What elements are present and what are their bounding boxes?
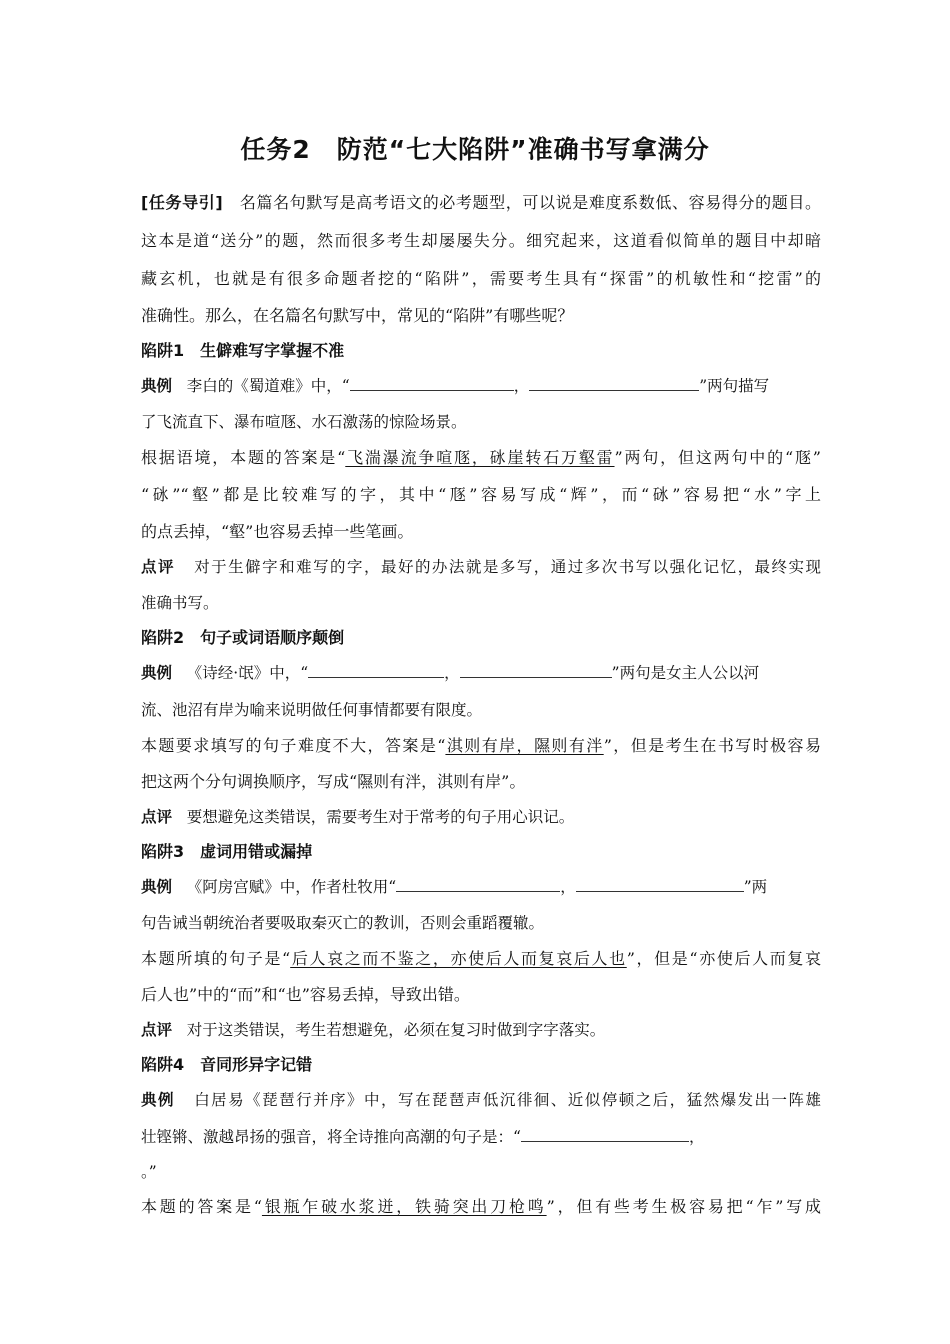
analysis-text: 本题的答案是“ [141,1197,262,1216]
example-text: ”两句是女主人公以河 [611,664,760,682]
trap-heading: 陷阱2 句子或词语顺序颠倒 [141,628,345,647]
comment-line: 准确书写。 [141,594,219,612]
comment-line [141,557,821,577]
example-text: 《诗经·氓》中，“ [186,664,309,682]
intro-line-2: 这本是道“送分”的题，然而很多考生却屡屡失分。细究起来，这道看似简单的题目中却暗 [141,231,821,250]
example-text: ， [560,878,576,896]
comment-label: 点评 [141,808,173,826]
example-line: 流、池沼有岸为喻来说明做任何事情都要有限度。 [141,701,483,719]
intro-line-3: 藏玄机，也就是有很多命题者挖的“陷阱”，需要考生具有“探雷”的机敏性和“挖雷”的 [141,269,821,288]
answer-blank[interactable] [308,663,444,678]
analysis-text: ”，但有些考生极容易把“乍”写成 [546,1197,821,1216]
intro-text: 名篇名句默写是高考语文的必考题型，可以说是难度系数低、容易得分的题目。 [239,193,821,212]
analysis-text: ”两句，但这两句中的“豗” [614,448,821,467]
answer-blank[interactable] [460,663,612,678]
answer-text: 银瓶乍破水浆迸，铁骑突出刀枪鸣 [261,1197,547,1216]
example-label: 典例 [141,1091,175,1109]
analysis-text: 根据语境，本题的答案是“ [141,448,346,467]
analysis-line: “砯”“壑”都是比较难写的字，其中“豗”容易写成“辉”，而“砯”容易把“水”字上 [141,485,821,504]
intro-line-4: 准确性。那么，在名篇名句默写中，常见的“陷阱”有哪些呢？ [141,306,574,325]
analysis-text: ”，但是“亦使后人而复哀 [626,949,821,968]
example-text: 《阿房宫赋》中，作者杜牧用“ [186,878,397,896]
answer-blank[interactable] [396,877,560,892]
comment-line [141,1020,821,1040]
example-text: ， [513,377,530,395]
answer-text: 后人哀之而不鉴之，亦使后人而复哀后人也 [290,949,627,968]
trap-heading: 陷阱3 虚词用错或漏掉 [141,842,313,861]
example-label: 典例 [141,878,173,896]
intro-label: [任务导引] [141,193,223,212]
analysis-text: ”，但是考生在书写时极容易 [603,736,821,755]
comment-text: 对于生僻字和难写的字，最好的办法就是多写，通过多次书写以强化记忆，最终实现 [194,558,821,576]
example-text: ， [688,1128,705,1146]
answer-text: 飞湍瀑流争喧豗，砯崖转石万壑雷 [345,448,615,467]
example-text: ， [444,664,460,682]
example-line [141,1162,821,1182]
example-text: 白居易《琵琶行并序》中，写在琵琶声低沉徘徊、近似停顿之后，猛然爆发出一阵雄 [194,1091,821,1109]
example-line [141,376,821,396]
analysis-line [141,736,821,756]
example-line [141,877,821,897]
example-label: 典例 [141,664,173,682]
comment-label: 点评 [141,1021,173,1039]
answer-blank[interactable] [576,877,744,892]
analysis-line [141,1197,821,1217]
comment-text: 要想避免这类错误，需要考生对于常考的句子用心识记。 [186,808,575,826]
example-text: 李白的《蜀道难》中，“ [186,377,350,395]
example-text: 。” [141,1163,157,1181]
answer-blank[interactable] [529,376,699,391]
comment-text: 对于这类错误，考生若想避免，必须在复习时做到字字落实。 [186,1021,606,1039]
example-line [141,663,821,683]
analysis-line: 后人也”中的“而”和“也”容易丢掉，导致出错。 [141,985,470,1004]
answer-blank[interactable] [350,376,514,391]
example-line: 句告诫当朝统治者要吸取秦灭亡的教训，否则会重蹈覆辙。 [141,914,545,932]
answer-text: 淇则有岸，隰则有泮 [445,736,604,755]
analysis-line [141,949,821,969]
analysis-line: 把这两个分句调换顺序，写成“隰则有泮，淇则有岸”。 [141,772,526,791]
example-line: 了飞流直下、瀑布喧豗、水石激荡的惊险场景。 [141,413,467,431]
comment-label: 点评 [141,558,175,576]
comment-line [141,807,821,827]
intro-line-1 [141,193,821,213]
page-title: 任务2 防范“七大陷阱”准确书写拿满分 [240,135,710,164]
example-text: ”两 [743,878,768,896]
analysis-line: 的点丢掉，“壑”也容易丢掉一些笔画。 [141,522,414,541]
trap-heading: 陷阱4 音同形异字记错 [141,1055,313,1074]
answer-blank[interactable] [521,1127,689,1142]
example-line [141,1127,821,1147]
analysis-text: 本题所填的句子是“ [141,949,291,968]
analysis-text: 本题要求填写的句子难度不大，答案是“ [141,736,446,755]
example-line [141,1090,821,1110]
trap-heading: 陷阱1 生僻难写字掌握不准 [141,341,345,360]
example-text: ”两句描写 [699,377,770,395]
example-label: 典例 [141,377,173,395]
analysis-line [141,448,821,468]
example-text: 壮铿锵、激越昂扬的强音，将全诗推向高潮的句子是：“ [141,1128,521,1146]
